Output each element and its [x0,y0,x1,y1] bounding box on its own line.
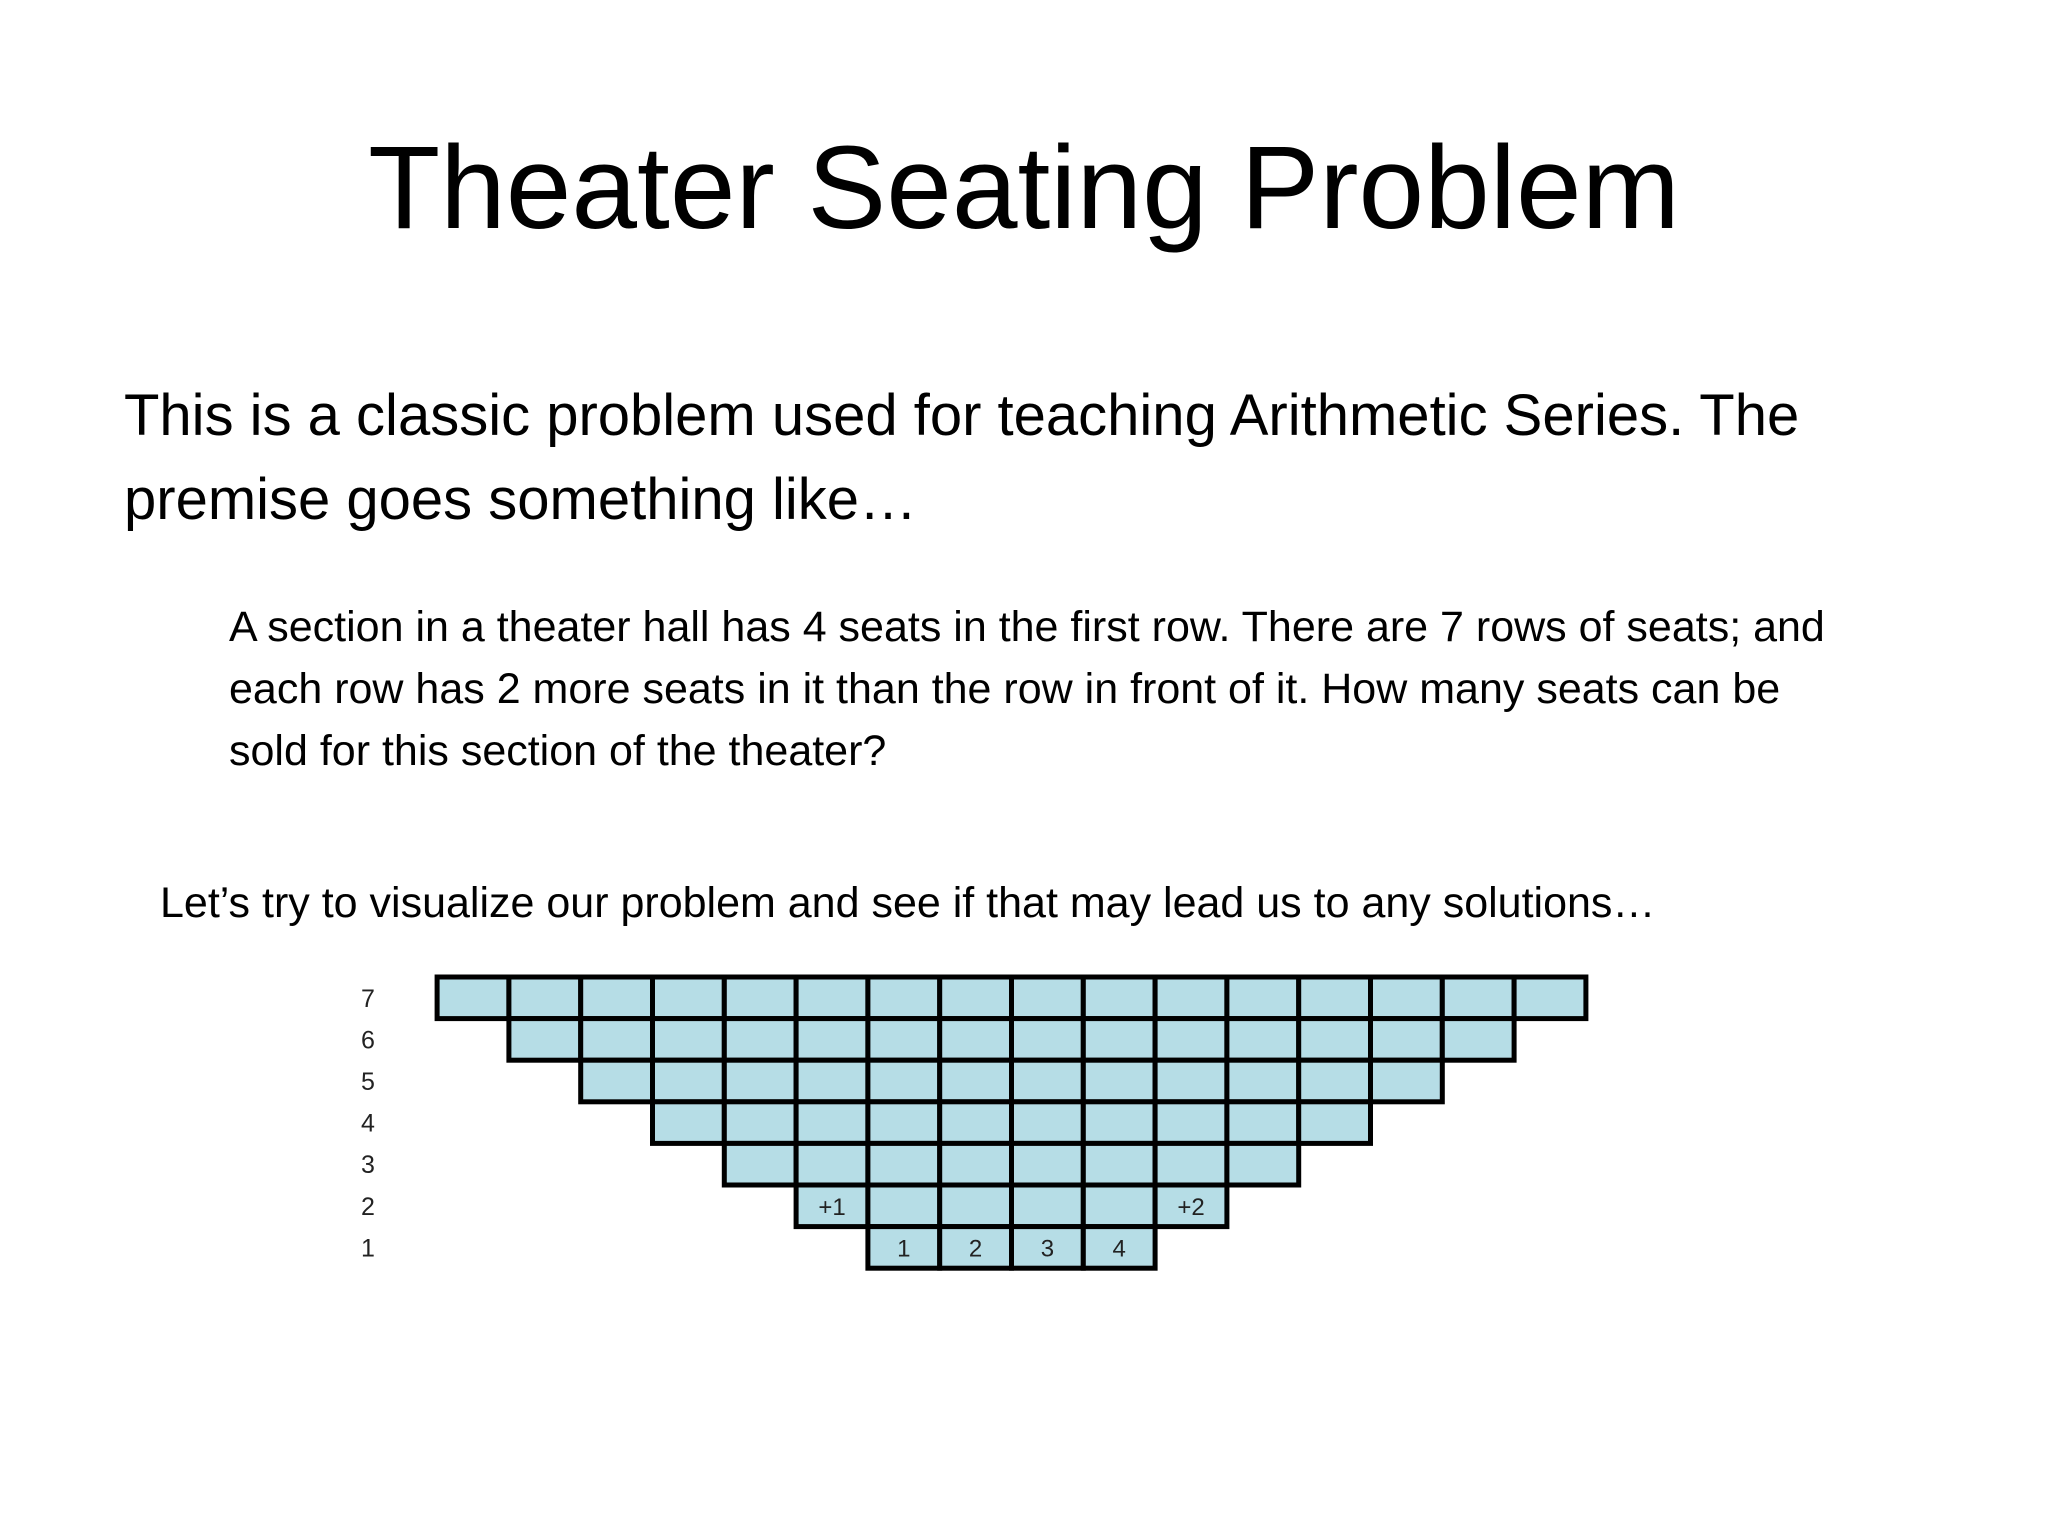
seat-row5-2 [653,1060,725,1102]
seat-label-row1-1: 1 [897,1235,911,1263]
seat-row5-3 [724,1060,796,1102]
seat-row6-10 [1155,1019,1227,1061]
seat-row6-3 [653,1019,725,1061]
slide-title: Theater Seating Problem [368,122,1680,254]
seat-row7-4 [653,977,725,1019]
seat-row2-3 [940,1185,1012,1227]
seat-row6-12 [1299,1019,1371,1061]
seat-row6-1 [509,1019,581,1061]
row-label-1: 1 [361,1234,375,1263]
seat-row7-7 [868,977,940,1019]
seat-row2-4 [1012,1185,1084,1227]
row-label-2: 2 [361,1192,375,1221]
seat-row3-4 [940,1143,1012,1185]
seat-row2-2 [868,1185,940,1227]
seat-row7-6 [796,977,868,1019]
seat-row7-10 [1083,977,1155,1019]
seat-row4-5 [940,1102,1012,1144]
row-label-7: 7 [361,984,375,1013]
seat-row5-7 [1012,1060,1084,1102]
seat-grid [437,977,1586,1268]
seat-row3-6 [1083,1143,1155,1185]
seat-label-row1-3: 3 [1040,1235,1055,1263]
problem-statement: A section in a theater hall has 4 seats in the first row. There are 7 rows of seats; and each row has 2 more seats in it than the row in front of it. How many seats can be sold for this section of the theater? [229,603,1825,775]
seat-row7-1 [437,977,509,1019]
seat-row4-1 [653,1102,725,1144]
seat-row7-13 [1299,977,1371,1019]
seat-row5-12 [1371,1060,1443,1102]
seat-row4-8 [1155,1102,1227,1144]
seat-row4-4 [868,1102,940,1144]
seat-row7-2 [509,977,581,1019]
seat-row5-4 [796,1060,868,1102]
seat-row5-1 [581,1060,653,1102]
seat-row4-10 [1299,1102,1371,1144]
seat-row7-16 [1514,977,1586,1019]
seat-row7-9 [1012,977,1084,1019]
seat-row6-5 [796,1019,868,1061]
seat-row7-8 [940,977,1012,1019]
seat-row3-3 [868,1143,940,1185]
seat-row7-11 [1155,977,1227,1019]
seat-row3-2 [796,1143,868,1185]
seat-row6-9 [1083,1019,1155,1061]
seat-row6-8 [1012,1019,1084,1061]
seat-label-row1-4: 4 [1112,1235,1126,1263]
row-label-3: 3 [361,1151,375,1180]
seat-row3-1 [724,1143,796,1185]
seat-row5-9 [1155,1060,1227,1102]
seat-row6-6 [868,1019,940,1061]
seat-row6-7 [940,1019,1012,1061]
seat-row6-13 [1371,1019,1443,1061]
seat-row6-11 [1227,1019,1299,1061]
row-label-6: 6 [361,1026,375,1055]
seat-row4-9 [1227,1102,1299,1144]
seat-row4-7 [1083,1102,1155,1144]
seat-row7-12 [1227,977,1299,1019]
seat-row2-5 [1083,1185,1155,1227]
seat-row4-6 [1012,1102,1084,1144]
seat-label-row2-1: +1 [818,1193,846,1221]
seat-row5-5 [868,1060,940,1102]
seat-row5-8 [1083,1060,1155,1102]
visualize-text: Let’s try to visualize our problem and see if that may lead us to any solutions… [160,879,1656,927]
seat-row7-3 [581,977,653,1019]
seat-label-row2-6: +2 [1177,1193,1205,1221]
seat-row7-14 [1371,977,1443,1019]
seat-row3-8 [1227,1143,1299,1185]
seat-row6-2 [581,1019,653,1061]
seat-label-row1-2: 2 [968,1235,983,1263]
seat-row4-2 [724,1102,796,1144]
row-label-5: 5 [361,1068,375,1096]
row-labels [361,985,375,1263]
row-label-4: 4 [361,1109,375,1138]
intro-text: This is a classic problem used for teaching Arithmetic Series. The premise goes something like… [124,383,1800,532]
seat-row5-11 [1299,1060,1371,1102]
seat-row3-5 [1012,1143,1084,1185]
seat-row3-7 [1155,1143,1227,1185]
seat-row6-14 [1442,1019,1514,1061]
seat-row4-3 [796,1102,868,1144]
seat-row6-4 [724,1019,796,1061]
seat-row5-10 [1227,1060,1299,1102]
seat-row7-5 [724,977,796,1019]
seat-row7-15 [1442,977,1514,1019]
seat-row5-6 [940,1060,1012,1102]
